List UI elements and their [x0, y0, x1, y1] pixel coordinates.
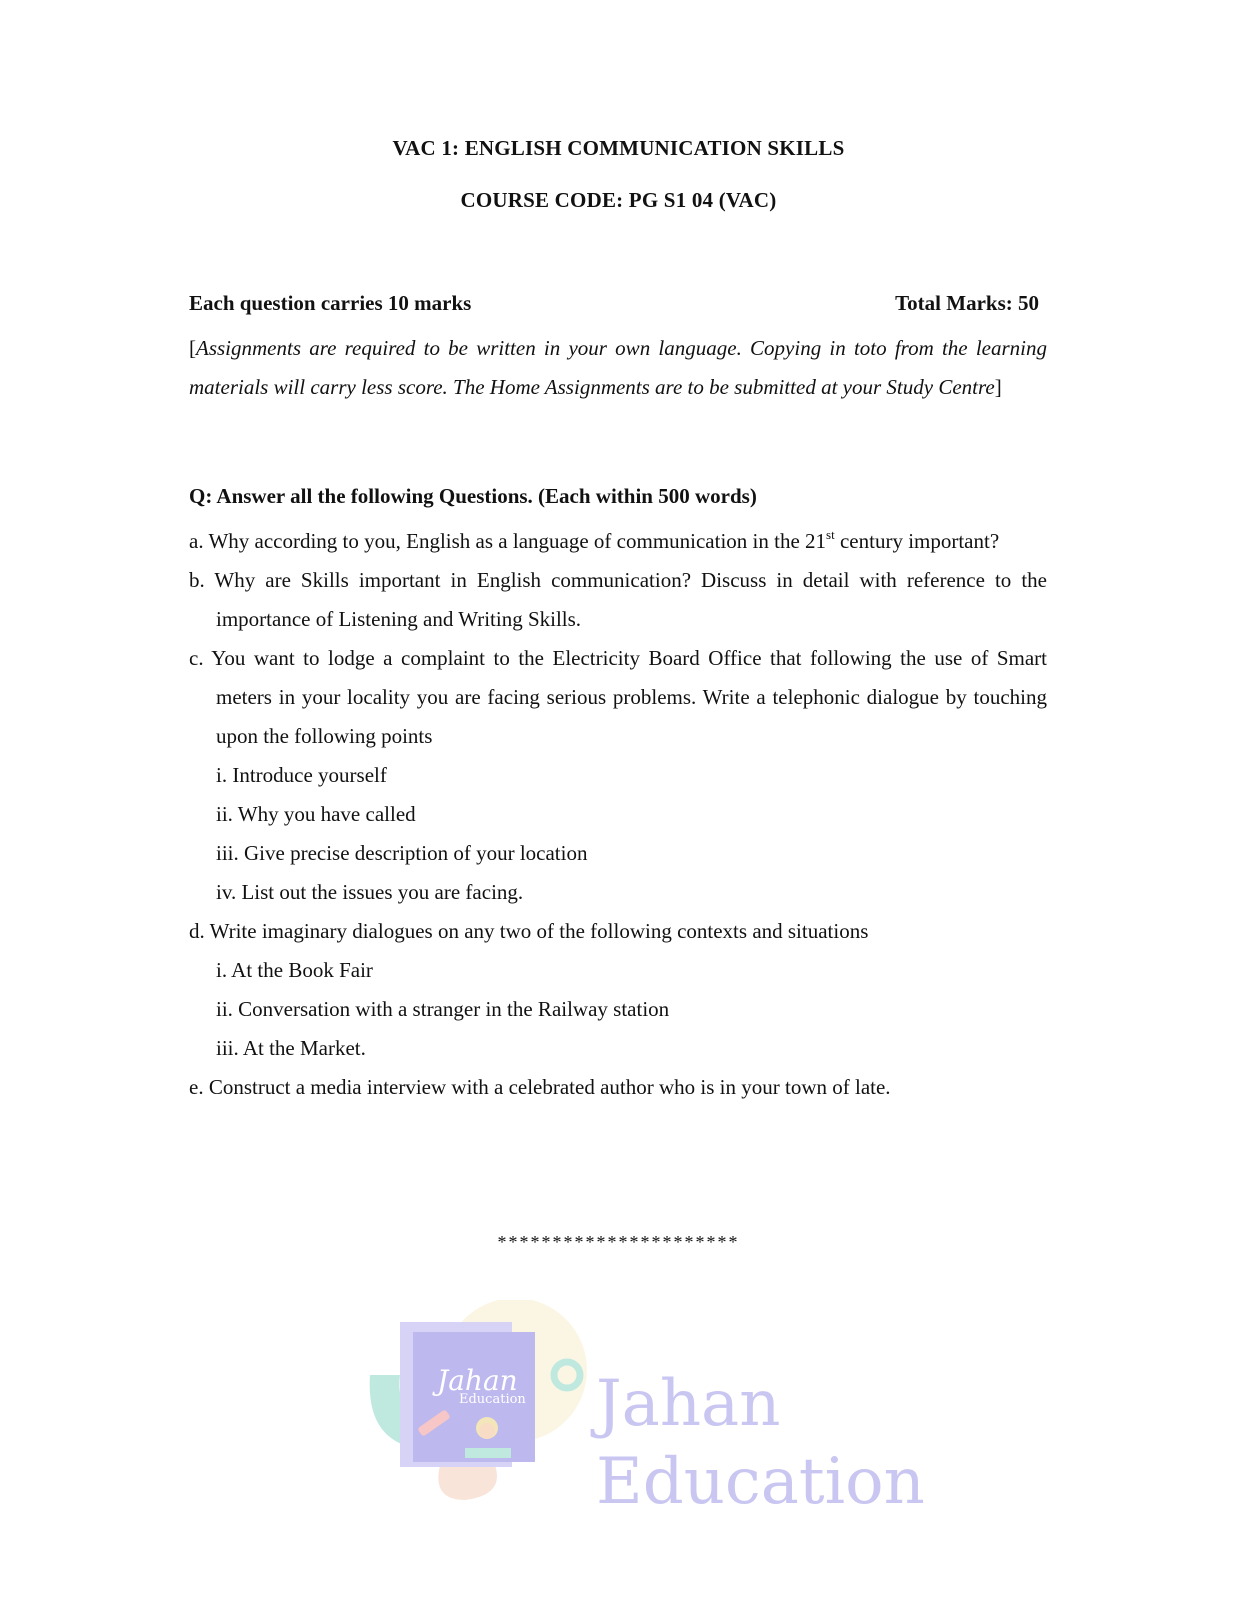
question-c-point: i. Introduce yourself	[216, 763, 387, 787]
question-c-point: iii. Give precise description of your location	[216, 841, 588, 865]
open-bracket: [	[189, 336, 196, 360]
close-bracket: ]	[994, 375, 1002, 399]
question-b: b. Why are Skills important in English communication? Discuss in detail with reference to the importance of Listening and Writing Skills.	[189, 568, 1047, 631]
questions-heading: Q: Answer all the following Questions. (Each within 500 words)	[189, 484, 757, 508]
course-code: COURSE CODE: PG S1 04 (VAC)	[460, 188, 777, 212]
question-c: c. You want to lodge a complaint to the Electricity Board Office that following the use of Smart meters in your locality you are facing serious problems. Write a telephonic dialogue by touching upon the following points	[189, 646, 1047, 748]
question-a-text: a. Why according to you, English as a language of communication in the 21	[189, 529, 827, 553]
logo-badge-sub: Education	[459, 1392, 526, 1407]
instructions	[189, 329, 1047, 407]
watermark-line-1: Jahan	[596, 1367, 781, 1441]
ordinal-suffix: st	[826, 527, 835, 542]
question-d: d. Write imaginary dialogues on any two of the following contexts and situations	[189, 919, 869, 943]
question-d-point: ii. Conversation with a stranger in the Railway station	[216, 997, 670, 1021]
child-face-icon	[479, 1423, 495, 1439]
open-book-icon	[465, 1448, 511, 1458]
question-d-point: iii. At the Market.	[216, 1036, 366, 1060]
question-list	[189, 522, 1047, 1107]
instructions-text: Assignments are required to be written in your own language. Copying in toto from the learning materials will carry less score. The Home Assignments are to be submitted at your Study Centre	[189, 336, 1047, 399]
question-a	[189, 522, 1047, 561]
question-e: e. Construct a media interview with a celebrated author who is in your town of late.	[189, 1075, 891, 1099]
separator-stars: **********************	[497, 1232, 740, 1252]
logo-badge-script: Jahan	[437, 1364, 518, 1397]
total-marks: Total Marks: 50	[895, 291, 1039, 315]
document-title: VAC 1: ENGLISH COMMUNICATION SKILLS	[392, 136, 845, 160]
marks-per-question: Each question carries 10 marks	[189, 291, 472, 315]
question-c-point: iv. List out the issues you are facing.	[216, 880, 524, 904]
question-c-point: ii. Why you have called	[216, 802, 416, 826]
watermark-line-2: Education	[596, 1445, 925, 1519]
question-a-text-end: century important?	[834, 529, 1000, 553]
question-d-point: i. At the Book Fair	[216, 958, 373, 982]
